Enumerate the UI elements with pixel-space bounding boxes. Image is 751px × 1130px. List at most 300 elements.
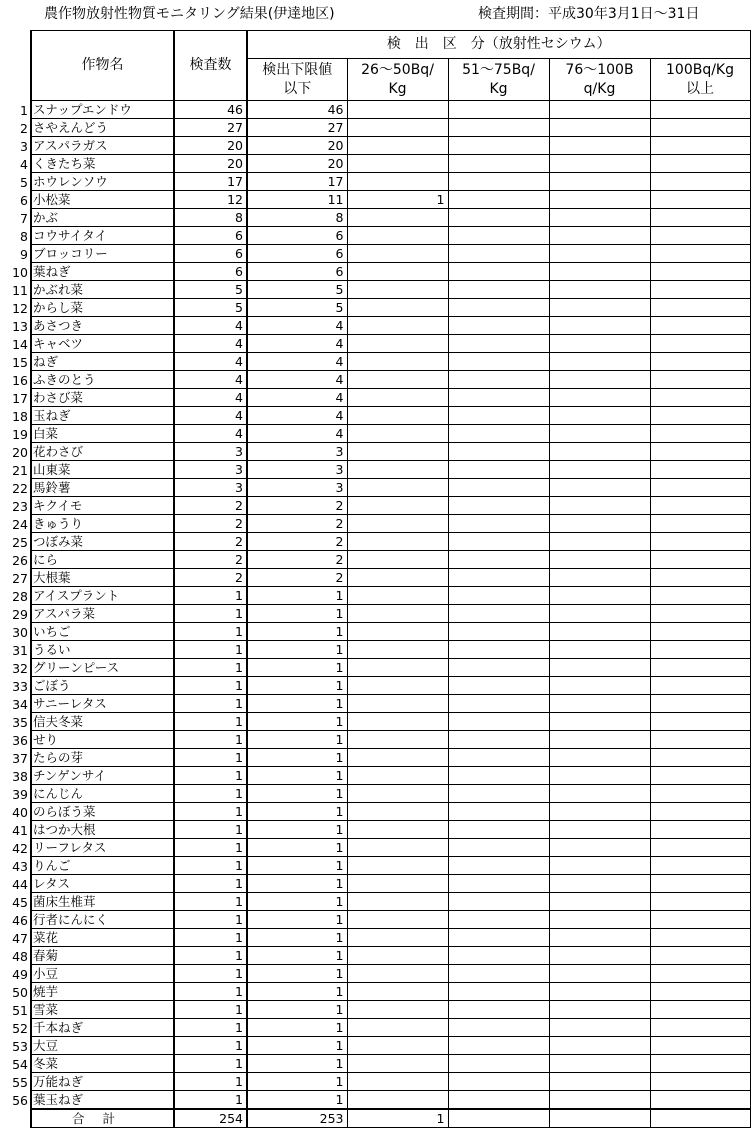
below-limit-count: 1: [247, 965, 347, 983]
range-51-75-count: [448, 533, 549, 551]
below-limit-count: 1: [247, 1055, 347, 1073]
row-number: 50: [12, 985, 28, 1000]
table-row: [31, 515, 750, 533]
inspection-count: 20: [174, 155, 247, 173]
range-51-75-count: [448, 263, 549, 281]
below-limit-count: 20: [247, 137, 347, 155]
row-number: 41: [12, 823, 28, 838]
range-76-100-count: [549, 209, 650, 227]
table-row: [31, 551, 750, 569]
range-51-75-count: [448, 875, 549, 893]
range-76-100-count: [549, 1019, 650, 1037]
range-76-100-count: [549, 839, 650, 857]
inspection-count: 4: [174, 335, 247, 353]
below-limit-count: 1: [247, 623, 347, 641]
header-crop-name: 作物名: [31, 31, 174, 101]
row-number: 35: [12, 715, 28, 730]
range-26-50-count: [347, 929, 448, 947]
row-number: 39: [12, 787, 28, 802]
crop-name: 山東菜: [31, 461, 174, 479]
range-over-100-count: [650, 821, 750, 839]
range-26-50-count: [347, 389, 448, 407]
crop-name: スナップエンドウ: [31, 101, 174, 119]
range-51-75-count: [448, 749, 549, 767]
header-range-51-75: 51～75Bq/Kg: [448, 59, 549, 101]
crop-name: あさつき: [31, 317, 174, 335]
range-51-75-count: [448, 965, 549, 983]
inspection-count: 4: [174, 389, 247, 407]
below-limit-count: 1: [247, 641, 347, 659]
range-51-75-count: [448, 137, 549, 155]
row-number: 24: [12, 517, 28, 532]
inspection-count: 6: [174, 263, 247, 281]
crop-name: つぼみ菜: [31, 533, 174, 551]
range-26-50-count: [347, 497, 448, 515]
range-51-75-count: [448, 497, 549, 515]
range-76-100-count: [549, 263, 650, 281]
table-row: [31, 263, 750, 281]
row-number: 19: [12, 427, 28, 442]
range-over-100-count: [650, 605, 750, 623]
row-number: 2: [20, 121, 28, 136]
row-number: 44: [12, 877, 28, 892]
row-number: 38: [12, 769, 28, 784]
range-76-100-count: [549, 407, 650, 425]
below-limit-count: 1: [247, 605, 347, 623]
range-76-100-count: [549, 119, 650, 137]
below-limit-count: 4: [247, 353, 347, 371]
below-limit-count: 5: [247, 281, 347, 299]
below-limit-count: 17: [247, 173, 347, 191]
below-limit-count: 2: [247, 569, 347, 587]
table-row: [31, 911, 750, 929]
below-limit-count: 4: [247, 425, 347, 443]
range-26-50-count: [347, 749, 448, 767]
row-number: 27: [12, 571, 28, 586]
crop-name: 焼芋: [31, 983, 174, 1001]
crop-name: 葉ねぎ: [31, 263, 174, 281]
range-76-100-count: [549, 389, 650, 407]
crop-name: 花わさび: [31, 443, 174, 461]
range-over-100-count: [650, 893, 750, 911]
crop-name: きゅうり: [31, 515, 174, 533]
range-76-100-count: [549, 335, 650, 353]
total-count: 254: [174, 1109, 247, 1128]
row-number: 15: [12, 355, 28, 370]
range-51-75-count: [448, 1001, 549, 1019]
row-number: 55: [12, 1075, 28, 1090]
range-26-50-count: [347, 857, 448, 875]
range-over-100-count: [650, 425, 750, 443]
range-over-100-count: [650, 965, 750, 983]
range-over-100-count: [650, 299, 750, 317]
range-76-100-count: [549, 299, 650, 317]
range-76-100-count: [549, 569, 650, 587]
inspection-count: 1: [174, 965, 247, 983]
range-26-50-count: [347, 533, 448, 551]
range-51-75-count: [448, 1055, 549, 1073]
below-limit-count: 2: [247, 497, 347, 515]
crop-name: リーフレタス: [31, 839, 174, 857]
range-76-100-count: [549, 173, 650, 191]
range-26-50-count: [347, 731, 448, 749]
below-limit-count: 3: [247, 461, 347, 479]
range-51-75-count: [448, 515, 549, 533]
table-row: [31, 425, 750, 443]
range-51-75-count: [448, 191, 549, 209]
below-limit-count: 2: [247, 551, 347, 569]
row-number: 32: [12, 661, 28, 676]
table-row: [31, 353, 750, 371]
row-number: 47: [12, 931, 28, 946]
total-range-76-100: [549, 1109, 650, 1128]
range-51-75-count: [448, 803, 549, 821]
inspection-count: 1: [174, 857, 247, 875]
range-26-50-count: [347, 461, 448, 479]
range-26-50-count: [347, 335, 448, 353]
inspection-count: 1: [174, 947, 247, 965]
inspection-count: 1: [174, 803, 247, 821]
range-over-100-count: [650, 245, 750, 263]
table-row: [31, 929, 750, 947]
range-76-100-count: [549, 317, 650, 335]
crop-name: ホウレンソウ: [31, 173, 174, 191]
inspection-count: 1: [174, 767, 247, 785]
range-26-50-count: [347, 137, 448, 155]
inspection-count: 2: [174, 551, 247, 569]
range-51-75-count: [448, 299, 549, 317]
total-label: 合計: [31, 1109, 174, 1128]
range-76-100-count: [549, 155, 650, 173]
range-over-100-count: [650, 227, 750, 245]
inspection-count: 1: [174, 623, 247, 641]
range-over-100-count: [650, 911, 750, 929]
below-limit-count: 1: [247, 677, 347, 695]
table-row: [31, 245, 750, 263]
range-26-50-count: [347, 821, 448, 839]
row-number: 28: [12, 589, 28, 604]
range-76-100-count: [549, 875, 650, 893]
range-over-100-count: [650, 623, 750, 641]
range-26-50-count: [347, 623, 448, 641]
range-76-100-count: [549, 749, 650, 767]
range-over-100-count: [650, 677, 750, 695]
range-76-100-count: [549, 1091, 650, 1110]
crop-name: はつか大根: [31, 821, 174, 839]
row-number: 46: [12, 913, 28, 928]
inspection-count: 4: [174, 425, 247, 443]
table-row: [31, 947, 750, 965]
range-26-50-count: [347, 245, 448, 263]
range-76-100-count: [549, 893, 650, 911]
range-26-50-count: [347, 965, 448, 983]
range-51-75-count: [448, 479, 549, 497]
crop-name: いちご: [31, 623, 174, 641]
header-range-76-100: 76～100Bq/Kg: [549, 59, 650, 101]
inspection-count: 4: [174, 317, 247, 335]
row-number: 5: [20, 175, 28, 190]
range-over-100-count: [650, 497, 750, 515]
range-26-50-count: [347, 641, 448, 659]
range-26-50-count: [347, 371, 448, 389]
below-limit-count: 1: [247, 839, 347, 857]
range-26-50-count: [347, 407, 448, 425]
table-row: [31, 461, 750, 479]
inspection-count: 46: [174, 101, 247, 119]
inspection-count: 1: [174, 749, 247, 767]
range-51-75-count: [448, 1037, 549, 1055]
row-number: 25: [12, 535, 28, 550]
range-26-50-count: [347, 983, 448, 1001]
range-over-100-count: [650, 443, 750, 461]
inspection-count: 1: [174, 821, 247, 839]
row-number: 17: [12, 391, 28, 406]
range-over-100-count: [650, 731, 750, 749]
total-below-limit: 253: [247, 1109, 347, 1128]
below-limit-count: 6: [247, 227, 347, 245]
range-26-50-count: [347, 569, 448, 587]
table-row: [31, 299, 750, 317]
range-51-75-count: [448, 1091, 549, 1110]
range-over-100-count: [650, 1073, 750, 1091]
inspection-count: 1: [174, 1037, 247, 1055]
range-76-100-count: [549, 1055, 650, 1073]
range-76-100-count: [549, 713, 650, 731]
below-limit-count: 2: [247, 533, 347, 551]
below-limit-count: 4: [247, 389, 347, 407]
range-26-50-count: [347, 515, 448, 533]
row-number: 12: [12, 301, 28, 316]
range-over-100-count: [650, 947, 750, 965]
range-over-100-count: [650, 461, 750, 479]
inspection-period: 検査期間：平成30年3月1日～31日: [478, 6, 700, 22]
below-limit-count: 1: [247, 785, 347, 803]
table-row: [31, 533, 750, 551]
below-limit-count: 1: [247, 911, 347, 929]
table-row: [31, 497, 750, 515]
range-51-75-count: [448, 767, 549, 785]
row-number: 43: [12, 859, 28, 874]
row-number: 3: [20, 139, 28, 154]
inspection-count: 1: [174, 1073, 247, 1091]
crop-name: たらの芽: [31, 749, 174, 767]
range-26-50-count: [347, 911, 448, 929]
range-26-50-count: [347, 767, 448, 785]
below-limit-count: 8: [247, 209, 347, 227]
range-over-100-count: [650, 479, 750, 497]
row-number: 40: [12, 805, 28, 820]
inspection-count: 1: [174, 1055, 247, 1073]
range-51-75-count: [448, 857, 549, 875]
table-row: [31, 479, 750, 497]
results-table: [30, 30, 751, 1128]
range-over-100-count: [650, 641, 750, 659]
crop-name: ねぎ: [31, 353, 174, 371]
range-51-75-count: [448, 641, 549, 659]
range-26-50-count: [347, 893, 448, 911]
below-limit-count: 4: [247, 335, 347, 353]
range-26-50-count: [347, 209, 448, 227]
range-51-75-count: [448, 569, 549, 587]
below-limit-count: 6: [247, 263, 347, 281]
table-row: [31, 281, 750, 299]
inspection-count: 1: [174, 911, 247, 929]
crop-name: 小豆: [31, 965, 174, 983]
crop-name: アスパラ菜: [31, 605, 174, 623]
table-row: [31, 587, 750, 605]
range-over-100-count: [650, 713, 750, 731]
table-row: [31, 803, 750, 821]
table-row: [31, 893, 750, 911]
range-26-50-count: [347, 785, 448, 803]
range-26-50-count: [347, 1091, 448, 1110]
range-76-100-count: [549, 983, 650, 1001]
table-row: [31, 875, 750, 893]
range-26-50-count: [347, 1019, 448, 1037]
row-number: 51: [12, 1003, 28, 1018]
below-limit-count: 1: [247, 929, 347, 947]
crop-name: りんご: [31, 857, 174, 875]
row-number: 4: [20, 157, 28, 172]
range-26-50-count: [347, 317, 448, 335]
row-number: 11: [12, 283, 28, 298]
range-26-50-count: [347, 551, 448, 569]
row-number: 18: [12, 409, 28, 424]
range-76-100-count: [549, 605, 650, 623]
range-26-50-count: [347, 353, 448, 371]
table-row: [31, 857, 750, 875]
range-26-50-count: [347, 155, 448, 173]
inspection-count: 1: [174, 839, 247, 857]
below-limit-count: 1: [247, 749, 347, 767]
table-row: [31, 209, 750, 227]
crop-name: くきたち菜: [31, 155, 174, 173]
range-76-100-count: [549, 1001, 650, 1019]
range-76-100-count: [549, 191, 650, 209]
range-over-100-count: [650, 353, 750, 371]
range-51-75-count: [448, 1073, 549, 1091]
table-row: [31, 767, 750, 785]
crop-name: わさび菜: [31, 389, 174, 407]
table-row: [31, 137, 750, 155]
crop-name: 万能ねぎ: [31, 1073, 174, 1091]
range-76-100-count: [549, 767, 650, 785]
table-row: [31, 335, 750, 353]
inspection-count: 1: [174, 605, 247, 623]
range-over-100-count: [650, 407, 750, 425]
below-limit-count: 4: [247, 317, 347, 335]
range-76-100-count: [549, 659, 650, 677]
table-row: [31, 749, 750, 767]
inspection-count: 1: [174, 929, 247, 947]
header-detection-category: 検 出 区 分（放射性セシウム）: [247, 31, 750, 59]
row-number: 1: [20, 103, 28, 118]
range-26-50-count: [347, 1037, 448, 1055]
inspection-count: 1: [174, 1001, 247, 1019]
range-76-100-count: [549, 227, 650, 245]
inspection-count: 6: [174, 227, 247, 245]
crop-name: 小松菜: [31, 191, 174, 209]
range-51-75-count: [448, 407, 549, 425]
table-row: [31, 407, 750, 425]
row-number: 16: [12, 373, 28, 388]
crop-name: ごぼう: [31, 677, 174, 695]
below-limit-count: 4: [247, 407, 347, 425]
range-76-100-count: [549, 551, 650, 569]
row-number: 42: [12, 841, 28, 856]
table-row: [31, 569, 750, 587]
range-51-75-count: [448, 101, 549, 119]
table-row: [31, 119, 750, 137]
crop-name: キクイモ: [31, 497, 174, 515]
crop-name: チンゲンサイ: [31, 767, 174, 785]
range-26-50-count: [347, 263, 448, 281]
below-limit-count: 4: [247, 371, 347, 389]
range-over-100-count: [650, 173, 750, 191]
total-range-26-50: 1: [347, 1109, 448, 1128]
row-number: 52: [12, 1021, 28, 1036]
range-76-100-count: [549, 821, 650, 839]
below-limit-count: 1: [247, 1091, 347, 1110]
table-row: [31, 389, 750, 407]
crop-name: 馬鈴薯: [31, 479, 174, 497]
row-number: 26: [12, 553, 28, 568]
range-over-100-count: [650, 209, 750, 227]
range-51-75-count: [448, 659, 549, 677]
table-row: [31, 677, 750, 695]
row-number: 33: [12, 679, 28, 694]
below-limit-count: 1: [247, 1073, 347, 1091]
header-range-26-50: 26～50Bq/Kg: [347, 59, 448, 101]
crop-name: 雪菜: [31, 1001, 174, 1019]
below-limit-count: 1: [247, 767, 347, 785]
range-76-100-count: [549, 1037, 650, 1055]
range-51-75-count: [448, 677, 549, 695]
inspection-count: 3: [174, 479, 247, 497]
table-row: [31, 1073, 750, 1091]
row-number: 20: [12, 445, 28, 460]
inspection-count: 1: [174, 875, 247, 893]
inspection-count: 2: [174, 533, 247, 551]
crop-name: レタス: [31, 875, 174, 893]
row-number: 21: [12, 463, 28, 478]
range-76-100-count: [549, 965, 650, 983]
below-limit-count: 2: [247, 515, 347, 533]
inspection-count: 20: [174, 137, 247, 155]
range-51-75-count: [448, 461, 549, 479]
range-26-50-count: [347, 173, 448, 191]
crop-name: かぶ: [31, 209, 174, 227]
table-row: [31, 191, 750, 209]
range-26-50-count: [347, 713, 448, 731]
range-over-100-count: [650, 1001, 750, 1019]
crop-name: 白菜: [31, 425, 174, 443]
table-row: [31, 317, 750, 335]
range-26-50-count: [347, 1073, 448, 1091]
range-over-100-count: [650, 929, 750, 947]
inspection-count: 1: [174, 713, 247, 731]
range-76-100-count: [549, 857, 650, 875]
below-limit-count: 1: [247, 731, 347, 749]
range-51-75-count: [448, 947, 549, 965]
crop-name: 菌床生椎茸: [31, 893, 174, 911]
total-row: [31, 1109, 750, 1128]
range-26-50-count: [347, 101, 448, 119]
crop-name: かぶれ菜: [31, 281, 174, 299]
table-row: [31, 659, 750, 677]
crop-name: うるい: [31, 641, 174, 659]
range-over-100-count: [650, 983, 750, 1001]
